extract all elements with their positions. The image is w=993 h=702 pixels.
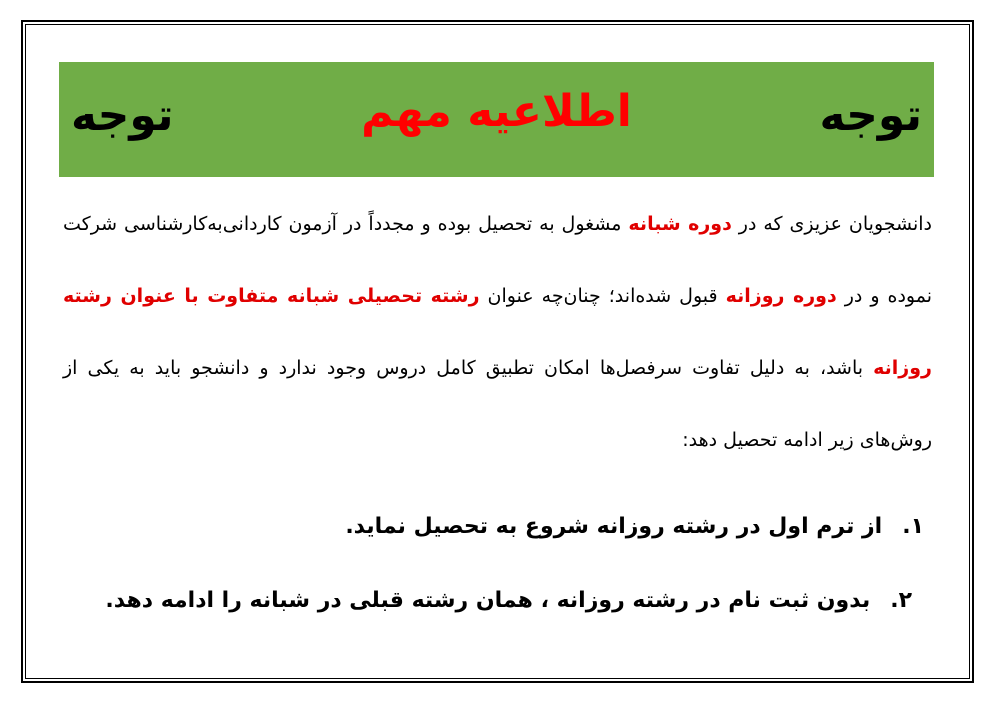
banner-left-word: توجه — [71, 90, 174, 141]
highlight-day-course: دوره روزانه — [725, 285, 837, 307]
list-item-text: بدون ثبت نام در رشته روزانه ، همان رشته قبلی در شبانه را ادامه دهد. — [105, 588, 871, 613]
banner-title: اطلاعیه مهم — [361, 86, 632, 137]
list-item — [60, 490, 930, 564]
paragraph-text-4: باشد، به دلیل تفاوت سرفصل‌ها امکان تطبیق کامل دروس وجود ندارد و دانشجو باید به یکی از روش‌های زیر ادامه تحصیل دهد: — [63, 357, 932, 451]
highlight-night-course: دوره شبانه — [628, 213, 732, 235]
list-item-number: ۱. — [902, 514, 924, 539]
notice-paragraph — [63, 188, 932, 478]
highlight-major-difference: رشته تحصیلی شبانه متفاوت با عنوان رشته روزانه — [63, 285, 932, 379]
notice-banner — [59, 62, 934, 177]
list-item-number: ۲. — [890, 588, 912, 613]
paragraph-text-3: قبول شده‌اند؛ چنان‌چه عنوان — [479, 285, 726, 307]
paragraph-text-2: مشغول به تحصیل بوده و مجدداً در آزمون کاردانی‌به‌کارشناسی شرکت نموده و در — [63, 213, 932, 307]
options-list — [60, 490, 930, 638]
paragraph-text-1: دانشجویان عزیزی که در — [731, 213, 933, 235]
list-item — [60, 564, 930, 638]
list-item-text: از ترم اول در رشته روزانه شروع به تحصیل نماید. — [345, 514, 883, 539]
banner-right-word: توجه — [819, 90, 922, 141]
